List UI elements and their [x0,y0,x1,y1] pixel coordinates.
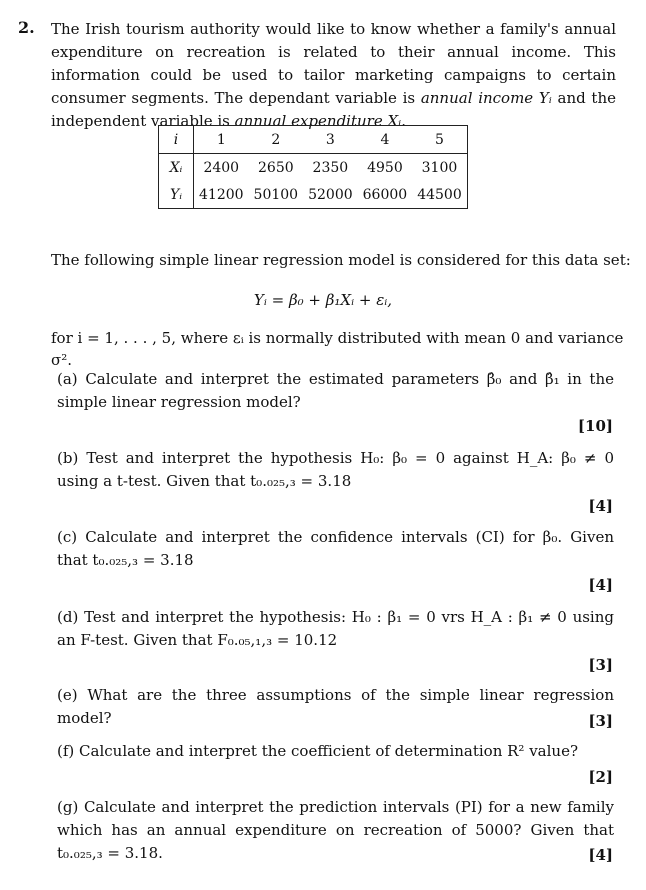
part-e [57,684,614,730]
table-cell: 2350 [312,159,349,176]
table-header-cell: 4 [358,126,413,154]
table-cell: 2400 [203,159,240,176]
question-intro: The Irish tourism authority would like to know whether a family's annual expenditure on recreation is related to their annual income. This information could be used to tailor marketing campaigns to certain consumer segments. The dependant variable is annual income Yᵢ and the independent variable is annual expenditure Xᵢ. [51,20,616,130]
table-cell: 52000 [308,186,353,203]
table-row-y [159,181,468,209]
part-label: (g) [57,798,79,816]
part-label: (b) [57,449,79,467]
table-cell: 3100 [421,159,458,176]
table-cell: 41200 [199,186,244,203]
table-cell: 66000 [362,186,408,203]
table-cell: 2650 [258,159,294,176]
part-text: Test and interpret the hypothesis: H₀ : β₁ = 0 vrs H_A : β₁ ≠ 0 using an F-test. Given that F₀.₀₅,₁,₃ = 10.12 [57,608,614,649]
part-text: Calculate and interpret the prediction intervals (PI) for a new family which has an annual expenditure on recreation of 5000? Given that t₀.₀₂₅,₃ = 3.18. [57,798,614,862]
part-g [57,796,614,865]
table-header-cell: 5 [412,126,467,154]
part-label: (a) [57,370,78,388]
model-equation: Yᵢ = β₀ + β₁Xᵢ + εᵢ, [253,291,393,309]
data-table [158,125,468,209]
part-a [57,368,614,414]
independent-variable-phrase: annual expenditure [234,112,383,130]
table-header-label: i [159,126,194,154]
model-conditions: for i = 1, . . . , 5, where εᵢ is normally distributed with mean 0 and variance σ². [51,329,624,369]
part-b [57,447,614,493]
part-text: Test and interpret the hypothesis H₀: β₀ = 0 against H_A: β₀ ≠ 0 using a t-test. Given that t₀.₀₂₅,₃ = 3.18 [57,449,614,490]
table-header-row [159,126,468,154]
table-header-cell: 1 [194,126,249,154]
part-d [57,606,614,652]
part-g-mark: [4] [588,846,613,864]
row-label-y: Yᵢ [159,181,194,209]
part-text: Calculate and interpret the estimated parameters β̂₀ and β̂₁ in the simple linear regression model? [57,370,614,411]
dependent-variable-phrase: annual income [420,89,534,107]
part-label: (e) [57,686,78,704]
row-label-x: Xᵢ [159,154,194,182]
part-label: (d) [57,608,79,626]
table-header-cell: 3 [303,126,358,154]
part-a-mark: [10] [577,417,613,435]
part-f-mark: [2] [588,768,613,786]
part-text: What are the three assumptions of the simple linear regression model? [57,686,614,727]
part-text: Calculate and interpret the coefficient of determination R² value? [79,742,579,760]
table-cell: 4950 [367,159,403,176]
model-intro: The following simple linear regression model is considered for this data set: [51,251,631,269]
part-f [57,740,614,763]
table-cell: 44500 [417,186,462,203]
part-c [57,526,614,572]
part-text: Calculate and interpret the confidence intervals (CI) for β₀. Given that t₀.₀₂₅,₃ = 3.18 [57,528,614,569]
part-label: (c) [57,528,78,546]
question-number: 2. [18,18,35,37]
part-label: (f) [57,742,75,760]
table-cell: 50100 [253,186,299,203]
part-b-mark: [4] [588,497,613,515]
table-header-cell: 2 [249,126,304,154]
part-d-mark: [3] [588,656,613,674]
part-c-mark: [4] [588,576,613,594]
part-e-mark: [3] [588,712,613,730]
table-row-x [159,154,468,182]
